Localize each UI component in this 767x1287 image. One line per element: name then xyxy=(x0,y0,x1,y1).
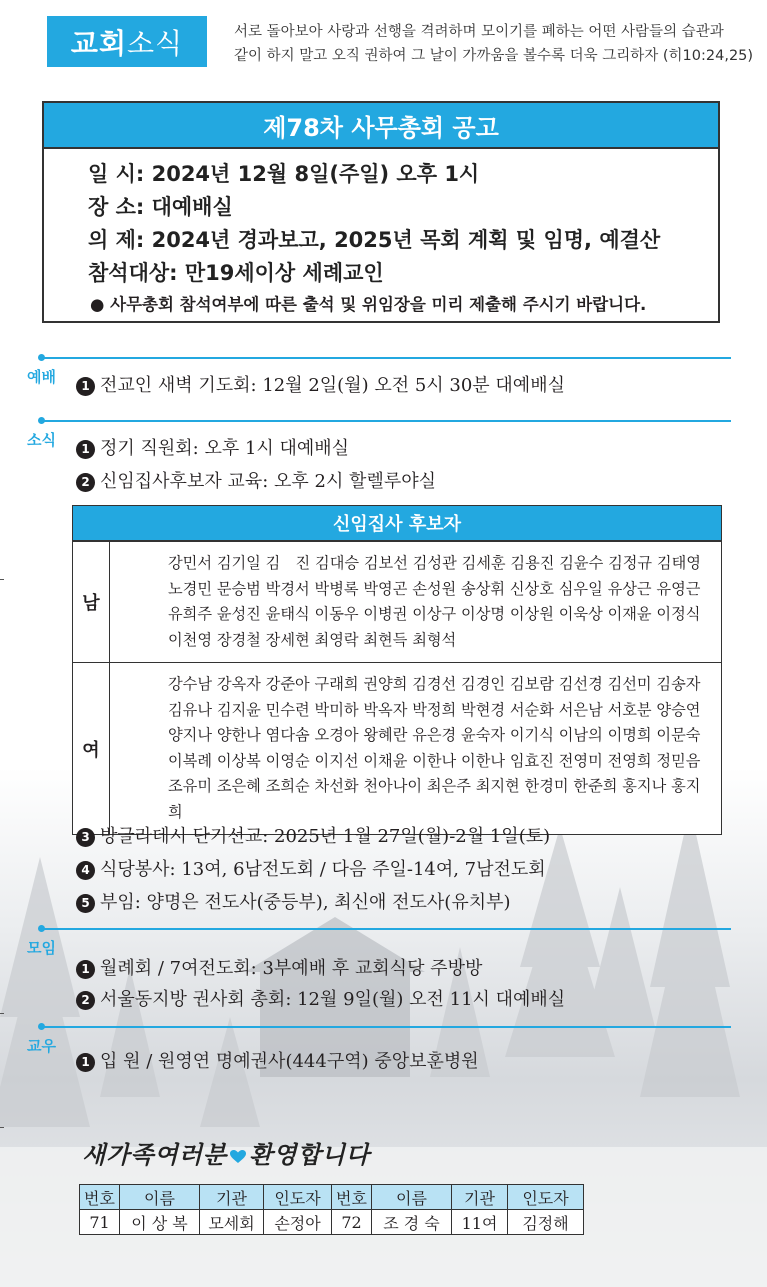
list-item xyxy=(76,822,550,848)
column-header: 인도자 xyxy=(508,1185,584,1210)
badge-bold-text: 교회 xyxy=(70,26,127,60)
notice-eligibility: 참석대상: 만19세이상 세례교인 xyxy=(88,261,384,285)
column-header: 이름 xyxy=(372,1185,452,1210)
female-candidates-row xyxy=(73,662,721,834)
table-cell: 72 xyxy=(332,1210,372,1235)
column-header: 인도자 xyxy=(264,1185,332,1210)
item-text: 부임: 양명은 전도사(중등부), 최신애 전도사(유치부) xyxy=(100,892,511,913)
item-text: 식당봉사: 13여, 6남전도회 / 다음 주일-14여, 7남전도회 xyxy=(100,859,546,880)
item-text: 서울동지방 권사회 총회: 12월 9일(월) 오전 11시 대예배실 xyxy=(100,989,566,1010)
general-assembly-notice xyxy=(42,101,720,323)
deacon-candidates-table xyxy=(72,505,722,835)
gender-label-female: 여 xyxy=(73,663,110,834)
item-number-badge: 2 xyxy=(76,473,95,492)
notice-note: ● 사무총회 참석여부에 따른 출석 및 위임장을 미리 제출해 주시기 바랍니다. xyxy=(90,295,647,314)
section-divider xyxy=(40,357,731,359)
item-number-badge: 1 xyxy=(76,377,95,396)
welcome-title-part: 환영합니다 xyxy=(249,1140,371,1169)
margin-tick xyxy=(0,1127,4,1128)
column-header: 기관 xyxy=(452,1185,508,1210)
list-item xyxy=(76,954,482,980)
table-cell: 손정아 xyxy=(264,1210,332,1235)
names-line: 강민서 김기일 김 진 김대승 김보선 김성관 김세훈 김용진 김윤수 김정규 김태영 xyxy=(168,554,701,572)
table-cell: 71 xyxy=(80,1210,120,1235)
item-text: 월례회 / 7여전도회: 3부예배 후 교회식당 주방방 xyxy=(100,958,483,979)
item-number-badge: 2 xyxy=(76,991,95,1010)
notice-place: 장 소: 대예배실 xyxy=(88,195,233,219)
section-label-worship: 예배 xyxy=(27,368,56,386)
item-number-badge: 1 xyxy=(76,440,95,459)
section-label-members: 교우 xyxy=(27,1037,56,1055)
item-text: 입 원 / 원영연 명예권사(444구역) 중앙보훈병원 xyxy=(100,1051,479,1072)
item-number-badge: 1 xyxy=(76,1053,95,1072)
list-item xyxy=(76,371,565,397)
new-family-table xyxy=(79,1184,584,1235)
gender-label-male: 남 xyxy=(73,542,110,662)
names-line: 양지나 양한나 염다솜 오경아 왕혜란 유은경 윤숙자 이기식 이남의 이명희 이문숙 xyxy=(168,726,701,744)
table-header-row xyxy=(80,1185,584,1210)
item-number-badge: 5 xyxy=(76,894,95,913)
notice-agenda: 의 제: 2024년 경과보고, 2025년 목회 계획 및 임명, 예결산 xyxy=(88,228,661,252)
table-row xyxy=(80,1210,584,1235)
section-divider xyxy=(40,420,731,422)
item-number-badge: 1 xyxy=(76,960,95,979)
column-header: 기관 xyxy=(200,1185,264,1210)
list-item xyxy=(76,467,436,493)
male-candidate-names xyxy=(110,542,721,662)
section-divider xyxy=(40,1026,731,1028)
section-label-news: 소식 xyxy=(27,431,56,449)
table-cell: 이 상 복 xyxy=(120,1210,200,1235)
welcome-title-part: 새가족여러분 xyxy=(82,1140,228,1169)
church-news-badge xyxy=(47,16,207,67)
item-text: 정기 직원회: 오후 1시 대예배실 xyxy=(100,438,350,459)
candidates-title: 신임집사 후보자 xyxy=(73,506,721,541)
names-line: 이천영 장경철 장세현 최영락 최현득 최형석 xyxy=(168,630,457,649)
column-header: 번호 xyxy=(80,1185,120,1210)
names-line: 조유미 조은혜 조희순 차선화 천아나이 최은주 최지현 한경미 한준희 홍지나 홍지희 xyxy=(168,777,701,821)
item-text: 방글라데시 단기선교: 2025년 1월 27일(월)-2월 1일(토) xyxy=(100,826,551,847)
list-item xyxy=(76,1047,479,1073)
column-header: 이름 xyxy=(120,1185,200,1210)
list-item xyxy=(76,985,565,1011)
item-number-badge: 4 xyxy=(76,861,95,880)
names-line: 강수남 강옥자 강준아 구래희 권양희 김경선 김경인 김보람 김선경 김선미 김송자 xyxy=(168,675,701,693)
item-text: 전교인 새벽 기도회: 12월 2일(월) 오전 5시 30분 대예배실 xyxy=(100,375,565,396)
section-label-meeting: 모임 xyxy=(27,939,56,957)
item-text: 신임집사후보자 교육: 오후 2시 할렐루야실 xyxy=(100,471,436,492)
item-number-badge: 3 xyxy=(76,828,95,847)
table-cell: 11여 xyxy=(452,1210,508,1235)
names-line: 유희주 윤성진 윤태식 이동우 이병권 이상구 이상명 이상원 이욱상 이재윤 이정식 xyxy=(168,605,701,623)
badge-light-text: 소식 xyxy=(127,26,184,60)
table-cell: 모세회 xyxy=(200,1210,264,1235)
names-line: 노경민 문승범 박경서 박병록 박영곤 손성원 송상휘 신상호 심우일 유상근 유영근 xyxy=(168,579,701,598)
heart-icon xyxy=(230,1150,246,1164)
list-item xyxy=(76,434,349,460)
verse-line: 서로 돌아보아 사랑과 선행을 격려하며 모이기를 폐하는 어떤 사람들의 습관과 xyxy=(234,24,724,40)
table-cell: 조 경 숙 xyxy=(372,1210,452,1235)
female-candidate-names xyxy=(110,663,721,834)
column-header: 번호 xyxy=(332,1185,372,1210)
margin-tick xyxy=(0,579,4,580)
list-item xyxy=(76,888,511,914)
list-item xyxy=(76,855,546,881)
notice-date: 일 시: 2024년 12월 8일(주일) 오후 1시 xyxy=(88,162,480,186)
margin-tick xyxy=(0,1013,4,1014)
section-divider xyxy=(40,928,731,930)
verse-line: 같이 하지 말고 오직 권하여 그 날이 가까움을 볼수록 더욱 그리하자 (히10:24,25) xyxy=(234,48,754,64)
names-line: 김유나 김지윤 민수련 박미하 박옥자 박정희 박현경 서순화 서은남 서호분 양승연 xyxy=(168,700,701,719)
bible-verse xyxy=(234,20,754,68)
new-family-welcome-title xyxy=(82,1135,370,1170)
table-cell: 김정해 xyxy=(508,1210,584,1235)
notice-title: 제78차 사무총회 공고 xyxy=(44,103,718,149)
male-candidates-row xyxy=(73,541,721,662)
names-line: 이복례 이상복 이영순 이지선 이채윤 이한나 이한나 임효진 전영미 전영희 정믿음 xyxy=(168,751,701,770)
